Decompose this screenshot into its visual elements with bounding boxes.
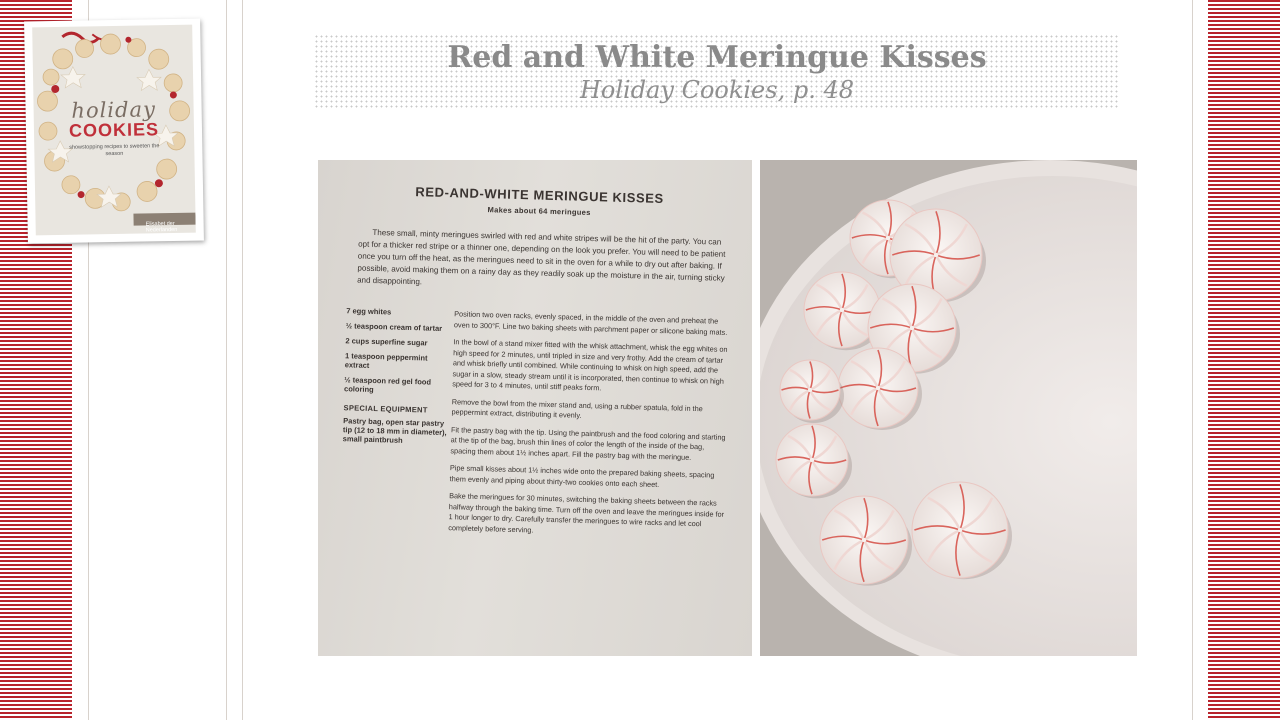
title-block	[314, 0, 1120, 120]
method-step: Position two oven racks, evenly spaced, in the middle of the oven and preheat the oven to 300°F. Line two baking sheets with parchment paper or silicone baking mats.	[453, 309, 728, 337]
recipe-yield: Makes about 64 meringues	[487, 205, 591, 218]
cover-title-bold: COOKIES	[68, 119, 160, 141]
right-stripe-border	[1208, 0, 1280, 720]
cover-author: Elisabet der Nederlanden	[145, 220, 178, 234]
ingredient-item: 1 teaspoon peppermint extract	[344, 351, 428, 370]
divider-line	[1192, 0, 1193, 720]
divider-line	[226, 0, 227, 720]
method-step: Fit the pastry bag with the tip. Using the paintbrush and the food coloring and starting at the tip of the bag, brush thin lines of color the length of the inside of the bag, spacing them about 1½ inches apart. Fill the pastry bag with the meringue.	[450, 424, 726, 462]
book-cover-image	[24, 18, 204, 243]
recipe-title: RED-AND-WHITE MERINGUE KISSES	[415, 184, 665, 207]
method-step: Pipe small kisses about 1½ inches wide onto the prepared baking sheets, spacing them evenly and piping about thirty-two cookies onto each sheet.	[449, 463, 715, 489]
ingredient-item: ½ teaspoon red gel food coloring	[343, 375, 432, 395]
book-cover	[32, 25, 196, 236]
cover-tagline: showstopping recipes to sweeten the season	[69, 143, 160, 158]
meringue-photo	[760, 160, 1137, 656]
equipment-heading: SPECIAL EQUIPMENT	[343, 403, 428, 415]
divider-line	[242, 0, 243, 720]
recipe-body	[330, 306, 736, 548]
method-steps	[448, 309, 736, 548]
recipe-page-photo	[318, 160, 752, 656]
recipe-intro: These small, minty meringues swirled with red and white stripes will be the hit of the party. You can opt for a thicker red stripe or a thinner one, depending on the look you prefer. You will need to be patient once you turn off the heat, as the meringues need to sit in the oven for a while to dry out after baking. If possible, avoid making them on a rainy day as they readily soak up the moisture in the air, turning sticky and disappointing.	[357, 227, 726, 287]
ingredient-list	[330, 306, 454, 540]
page-subtitle: Holiday Cookies, p. 48	[579, 76, 854, 104]
ingredient-item: 7 egg whites	[346, 306, 392, 317]
page-title: Red and White Meringue Kisses	[447, 40, 987, 75]
ingredient-item: ½ teaspoon cream of tartar	[345, 321, 443, 333]
method-step: In the bowl of a stand mixer fitted with the whisk attachment, whisk the egg whites on high speed for 2 minutes, until tripled in size and very frothy. Add the cream of tartar and whisk briefly until combined. While continuing to whisk on high speed, add the sugar in a slow, steady stream until it is incorporated, then continue to whisk on high speed for 3 to 4 minutes, until stiff peaks form.	[452, 337, 728, 393]
method-step: Remove the bowl from the mixer stand and, using a rubber spatula, fold in the peppermint extract, distributing it evenly.	[451, 396, 703, 420]
method-step: Bake the meringues for 30 minutes, switching the baking sheets between the racks halfway through the baking time. Turn off the oven and leave the meringues inside for 1 hour longer to dry. Carefully transfer the meringues to wire racks and let cool completely before serving.	[448, 491, 725, 535]
recipe-page-content	[330, 178, 740, 548]
equipment-text: Pastry bag, open star pastry tip (12 to 18 mm in diameter), small paintbrush	[342, 416, 447, 445]
ingredient-item: 2 cups superfine sugar	[345, 336, 428, 348]
cover-title-script: holiday	[71, 97, 157, 123]
meringue-plate-illustration	[760, 160, 1137, 656]
